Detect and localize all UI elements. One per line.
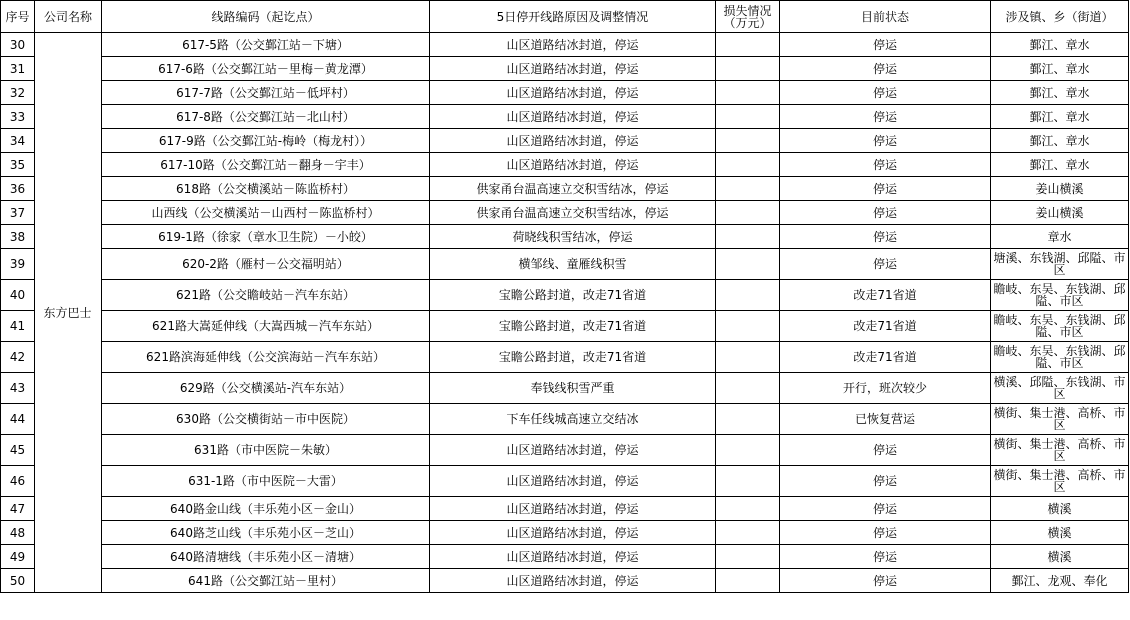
header-seq: 序号: [1, 1, 35, 33]
table-row: [1, 435, 1129, 466]
cell-route: 640路金山线（丰乐苑小区－金山）: [102, 497, 430, 521]
cell-loss: [716, 569, 780, 593]
table-row: [1, 225, 1129, 249]
cell-route: 617-6路（公交鄞江站－里梅－黄龙潭）: [102, 57, 430, 81]
cell-seq: 36: [1, 177, 35, 201]
cell-loss: [716, 81, 780, 105]
cell-status: 改走71省道: [780, 311, 991, 342]
header-reason: 5日停开线路原因及调整情况: [430, 1, 716, 33]
header-row: [1, 1, 1129, 33]
cell-reason: 下车任线城高速立交结冰: [430, 404, 716, 435]
cell-seq: 44: [1, 404, 35, 435]
cell-loss: [716, 57, 780, 81]
table-row: [1, 404, 1129, 435]
table-row: [1, 177, 1129, 201]
cell-towns: 姜山横溪: [991, 177, 1129, 201]
cell-route: 621路（公交瞻岐站－汽车东站）: [102, 280, 430, 311]
cell-seq: 47: [1, 497, 35, 521]
cell-loss: [716, 105, 780, 129]
cell-reason: 山区道路结冰封道，停运: [430, 33, 716, 57]
cell-reason: 供家甬台温高速立交积雪结冰，停运: [430, 177, 716, 201]
cell-reason: 山区道路结冰封道，停运: [430, 57, 716, 81]
cell-towns: 瞻岐、东吴、东钱湖、邱隘、市区: [991, 311, 1129, 342]
table-row: [1, 201, 1129, 225]
table-row: [1, 342, 1129, 373]
cell-status: 停运: [780, 466, 991, 497]
cell-seq: 35: [1, 153, 35, 177]
table-body: [1, 33, 1129, 593]
header-towns: 涉及镇、乡（街道）: [991, 1, 1129, 33]
cell-seq: 34: [1, 129, 35, 153]
cell-reason: 山区道路结冰封道，停运: [430, 129, 716, 153]
cell-towns: 鄞江、章水: [991, 153, 1129, 177]
cell-seq: 39: [1, 249, 35, 280]
cell-status: 停运: [780, 57, 991, 81]
cell-towns: 瞻岐、东吴、东钱湖、邱隘、市区: [991, 280, 1129, 311]
cell-loss: [716, 466, 780, 497]
cell-route: 621路滨海延伸线（公交滨海站－汽车东站）: [102, 342, 430, 373]
cell-reason: 横邹线、童雁线积雪: [430, 249, 716, 280]
cell-seq: 38: [1, 225, 35, 249]
cell-towns: 横溪: [991, 545, 1129, 569]
cell-loss: [716, 249, 780, 280]
cell-seq: 45: [1, 435, 35, 466]
cell-towns: 横溪: [991, 521, 1129, 545]
cell-route: 631路（市中医院－朱敏）: [102, 435, 430, 466]
cell-towns: 鄞江、章水: [991, 57, 1129, 81]
cell-reason: 荷晓线积雪结冰，停运: [430, 225, 716, 249]
cell-reason: 山区道路结冰封道，停运: [430, 569, 716, 593]
cell-reason: 山区道路结冰封道，停运: [430, 81, 716, 105]
cell-seq: 43: [1, 373, 35, 404]
cell-towns: 横街、集士港、高桥、市区: [991, 435, 1129, 466]
cell-seq: 37: [1, 201, 35, 225]
cell-seq: 31: [1, 57, 35, 81]
cell-towns: 横街、集士港、高桥、市区: [991, 404, 1129, 435]
table-row: [1, 466, 1129, 497]
cell-reason: 山区道路结冰封道，停运: [430, 545, 716, 569]
cell-route: 640路清塘线（丰乐苑小区－清塘）: [102, 545, 430, 569]
cell-route: 621路大嵩延伸线（大嵩西城－汽车东站）: [102, 311, 430, 342]
cell-status: 停运: [780, 33, 991, 57]
cell-route: 630路（公交横街站－市中医院）: [102, 404, 430, 435]
cell-route: 641路（公交鄞江站－里村）: [102, 569, 430, 593]
table-row: [1, 57, 1129, 81]
table-row: [1, 545, 1129, 569]
cell-loss: [716, 521, 780, 545]
cell-status: 停运: [780, 225, 991, 249]
cell-route: 631-1路（市中医院－大雷）: [102, 466, 430, 497]
cell-towns: 横溪: [991, 497, 1129, 521]
cell-loss: [716, 311, 780, 342]
table-row: [1, 521, 1129, 545]
cell-loss: [716, 177, 780, 201]
table-row: [1, 81, 1129, 105]
cell-loss: [716, 129, 780, 153]
cell-route: 617-10路（公交鄞江站－翻身－宇丰）: [102, 153, 430, 177]
table-row: [1, 105, 1129, 129]
cell-reason: 山区道路结冰封道，停运: [430, 105, 716, 129]
cell-towns: 横街、集士港、高桥、市区: [991, 466, 1129, 497]
cell-route: 617-8路（公交鄞江站－北山村）: [102, 105, 430, 129]
cell-route: 617-7路（公交鄞江站－低坪村）: [102, 81, 430, 105]
cell-seq: 40: [1, 280, 35, 311]
cell-route: 640路芝山线（丰乐苑小区－芝山）: [102, 521, 430, 545]
cell-loss: [716, 225, 780, 249]
table-row: [1, 373, 1129, 404]
cell-towns: 鄞江、龙观、奉化: [991, 569, 1129, 593]
cell-reason: 山区道路结冰封道，停运: [430, 521, 716, 545]
cell-route: 617-5路（公交鄞江站－下塘）: [102, 33, 430, 57]
header-route: 线路编码（起讫点）: [102, 1, 430, 33]
cell-status: 停运: [780, 435, 991, 466]
cell-status: 停运: [780, 497, 991, 521]
cell-status: 停运: [780, 129, 991, 153]
table-row: [1, 280, 1129, 311]
cell-towns: 横溪、邱隘、东钱湖、市区: [991, 373, 1129, 404]
table-row: [1, 153, 1129, 177]
cell-loss: [716, 435, 780, 466]
cell-reason: 山区道路结冰封道，停运: [430, 466, 716, 497]
cell-towns: 鄞江、章水: [991, 105, 1129, 129]
cell-towns: 鄞江、章水: [991, 129, 1129, 153]
cell-towns: 鄞江、章水: [991, 33, 1129, 57]
cell-loss: [716, 342, 780, 373]
cell-loss: [716, 545, 780, 569]
cell-status: 停运: [780, 153, 991, 177]
cell-reason: 山区道路结冰封道，停运: [430, 153, 716, 177]
cell-towns: 章水: [991, 225, 1129, 249]
cell-reason: 山区道路结冰封道，停运: [430, 435, 716, 466]
cell-towns: 鄞江、章水: [991, 81, 1129, 105]
cell-status: 改走71省道: [780, 342, 991, 373]
table-row: [1, 569, 1129, 593]
cell-seq: 50: [1, 569, 35, 593]
cell-towns: 姜山横溪: [991, 201, 1129, 225]
cell-route: 617-9路（公交鄞江站-梅岭（梅龙村））: [102, 129, 430, 153]
cell-reason: 宝瞻公路封道，改走71省道: [430, 280, 716, 311]
cell-loss: [716, 497, 780, 521]
cell-seq: 48: [1, 521, 35, 545]
cell-status: 停运: [780, 521, 991, 545]
cell-reason: 宝瞻公路封道，改走71省道: [430, 311, 716, 342]
cell-status: 停运: [780, 177, 991, 201]
cell-loss: [716, 404, 780, 435]
cell-route: 619-1路（徐家（章水卫生院）－小皎）: [102, 225, 430, 249]
cell-status: 停运: [780, 81, 991, 105]
cell-loss: [716, 33, 780, 57]
cell-seq: 41: [1, 311, 35, 342]
cell-status: 停运: [780, 105, 991, 129]
table-row: [1, 497, 1129, 521]
cell-towns: 瞻岐、东吴、东钱湖、邱隘、市区: [991, 342, 1129, 373]
cell-loss: [716, 201, 780, 225]
header-status: 目前状态: [780, 1, 991, 33]
cell-reason: 宝瞻公路封道，改走71省道: [430, 342, 716, 373]
cell-towns: 塘溪、东钱湖、邱隘、市区: [991, 249, 1129, 280]
cell-company: 东方巴士: [35, 33, 102, 593]
cell-reason: 奉钱线积雪严重: [430, 373, 716, 404]
table-row: [1, 33, 1129, 57]
cell-status: 已恢复营运: [780, 404, 991, 435]
cell-route: 629路（公交横溪站-汽车东站）: [102, 373, 430, 404]
cell-loss: [716, 153, 780, 177]
table-row: [1, 129, 1129, 153]
cell-seq: 49: [1, 545, 35, 569]
header-company: 公司名称: [35, 1, 102, 33]
cell-status: 停运: [780, 201, 991, 225]
header-loss: 损失情况（万元）: [716, 1, 780, 33]
cell-seq: 42: [1, 342, 35, 373]
cell-loss: [716, 373, 780, 404]
cell-route: 620-2路（雁村－公交福明站）: [102, 249, 430, 280]
cell-status: 改走71省道: [780, 280, 991, 311]
cell-route: 山西线（公交横溪站－山西村－陈监桥村）: [102, 201, 430, 225]
cell-loss: [716, 280, 780, 311]
cell-seq: 32: [1, 81, 35, 105]
cell-status: 开行，班次较少: [780, 373, 991, 404]
cell-reason: 供家甬台温高速立交积雪结冰，停运: [430, 201, 716, 225]
cell-status: 停运: [780, 569, 991, 593]
cell-status: 停运: [780, 545, 991, 569]
cell-seq: 46: [1, 466, 35, 497]
table-row: [1, 249, 1129, 280]
cell-route: 618路（公交横溪站－陈监桥村）: [102, 177, 430, 201]
cell-reason: 山区道路结冰封道，停运: [430, 497, 716, 521]
cell-status: 停运: [780, 249, 991, 280]
cell-seq: 30: [1, 33, 35, 57]
cell-seq: 33: [1, 105, 35, 129]
table-row: [1, 311, 1129, 342]
